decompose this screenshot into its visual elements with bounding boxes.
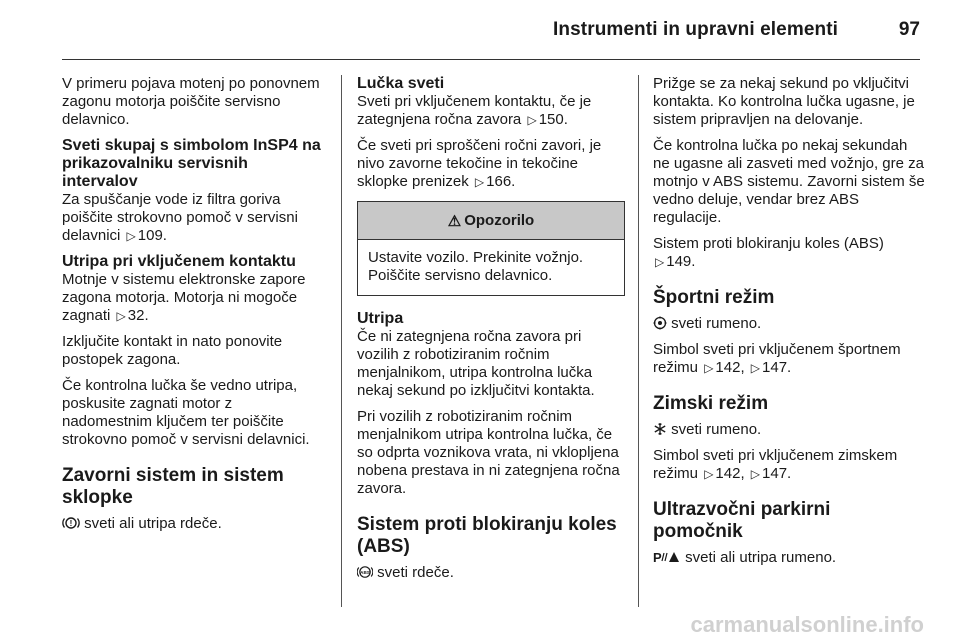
text: Če sveti pri sproščeni ročni zavori, je nivo zavorne tekočine in tekočine sklopke prenizek <box>357 137 602 190</box>
watermark: carmanualsonline.info <box>690 612 924 637</box>
page-ref[interactable]: 32. <box>127 307 149 324</box>
column-divider-1 <box>341 75 342 607</box>
warning-box <box>357 201 625 296</box>
paragraph-abs-1: Prižge se za nekaj sekund po vključitvi kontakta. Ko kontrolna lučka ugasne, je sistem pripravljen na delovanje. <box>653 75 915 128</box>
paragraph-restart: V primeru pojava motenj po ponovnem zagonu motorja poiščite servisno delavnico. <box>62 75 320 128</box>
text: Motnje v sistemu elektronske zapore zagona motorja. Motorja ni mogoče zagnati <box>62 271 306 324</box>
heading-park: Ultrazvočni parkirni pomočnik <box>653 499 831 542</box>
park-assist-icon <box>653 550 681 564</box>
heading-insp: Sveti skupaj s simbolom InSP4 na prikazovalniku servisnih intervalov <box>62 137 321 190</box>
page-ref-arrow-icon: ▷ <box>474 175 485 189</box>
text: Sistem proti blokiranju koles (ABS) <box>653 235 884 252</box>
column-2 <box>357 75 625 590</box>
page-ref-arrow-icon: ▷ <box>704 467 714 481</box>
paragraph-park <box>653 549 925 567</box>
page-header <box>0 0 960 60</box>
text: sveti ali utripa rdeče. <box>84 515 222 532</box>
paragraph-utripa-2: Pri vozilih z robotiziranim ročnim menjalnikom utripa kontrolna lučka, če so odprta voznikova vrata, ni vklopljena nobena prestava in ni zategnjena ročna zavora. <box>357 408 620 497</box>
paragraph-insp <box>62 191 326 245</box>
heading-lucka: Lučka sveti <box>357 75 445 92</box>
heading-blink: Utripa pri vključenem kontaktu <box>62 253 296 270</box>
sport-mode-icon <box>653 316 667 330</box>
text: sveti rumeno. <box>671 315 762 332</box>
page-ref[interactable]: 109. <box>137 227 167 244</box>
svg-text:P: P <box>653 550 662 564</box>
page-ref-arrow-icon: ▷ <box>126 229 136 243</box>
paragraph-blink-2: Izključite kontakt in nato ponovite postopek zagona. <box>62 333 283 368</box>
page-ref[interactable]: 147. <box>762 359 792 376</box>
text: sveti ali utripa rumeno. <box>685 549 837 566</box>
paragraph-sport <box>653 341 925 377</box>
page-ref[interactable]: 142, <box>715 465 745 482</box>
abs-icon <box>357 565 373 579</box>
header-divider <box>62 59 920 60</box>
paragraph-brake <box>62 515 326 533</box>
text: sveti rumeno. <box>671 421 762 438</box>
warning-header <box>358 202 624 240</box>
heading-brake: Zavorni sistem in sistem sklopke <box>62 465 284 508</box>
page-ref-arrow-icon: ▷ <box>704 361 714 375</box>
paragraph-abs-2: Če kontrolna lučka po nekaj sekundah ne ugasne ali zasveti med vožnjo, gre za motnjo v ABS sistemu. Zavorni sistem še vedno deluje, vendar brez ABS regulacije. <box>653 137 925 226</box>
paragraph-lucka <box>357 93 625 129</box>
brake-warning-icon <box>62 516 80 530</box>
warning-body: Ustavite vozilo. Prekinite vožnjo. Poiščite servisno delavnico. <box>368 249 584 284</box>
paragraph-winter <box>653 447 925 483</box>
paragraph-utripa-1: Če ni zategnjena ročna zavora pri vozilih z robotiziranim ročnim menjalnikom, utripa kontrolna lučka nekaj sekund po izključitvi kontakta. <box>357 328 595 399</box>
page-ref-arrow-icon: ▷ <box>750 467 761 481</box>
text: Za spuščanje vode iz filtra goriva poiščite strokovno pomoč v servisni delavnici <box>62 191 298 244</box>
text: Simbol sveti pri vključenem športnem režimu <box>653 341 901 376</box>
heading-abs: Sistem proti blokiranju koles (ABS) <box>357 514 617 557</box>
text: sveti rdeče. <box>377 564 454 581</box>
page-ref-arrow-icon: ▷ <box>116 309 126 323</box>
winter-mode-icon <box>653 422 667 436</box>
text: Sveti pri vključenem kontaktu, če je zategnjena ročna zavora <box>357 93 592 128</box>
paragraph-winter-icon <box>653 421 925 439</box>
heading-sport: Športni režim <box>653 287 775 308</box>
column-divider-2 <box>638 75 639 607</box>
text: Simbol sveti pri vključenem zimskem režimu <box>653 447 898 482</box>
svg-text:!: ! <box>69 519 73 528</box>
page-ref[interactable]: 147. <box>762 465 792 482</box>
paragraph-abs-3 <box>653 235 925 271</box>
page-number: 97 <box>898 19 920 40</box>
warning-title: Opozorilo <box>464 212 535 229</box>
page-ref-arrow-icon: ▷ <box>527 113 537 127</box>
paragraph-sport-icon <box>653 315 925 333</box>
page-ref[interactable]: 142, <box>715 359 745 376</box>
page-ref-arrow-icon: ▷ <box>750 361 761 375</box>
paragraph-blink <box>62 271 326 325</box>
svg-text:ABS: ABS <box>360 570 370 575</box>
paragraph-abs <box>357 564 625 582</box>
page-ref[interactable]: 150. <box>538 111 568 128</box>
column-1 <box>62 75 326 541</box>
header-title: Instrumenti in upravni elementi <box>553 19 838 40</box>
heading-utripa: Utripa <box>357 310 404 327</box>
page-ref[interactable]: 149. <box>666 253 696 270</box>
page-ref[interactable]: 166. <box>486 173 516 190</box>
paragraph-lucka-2 <box>357 137 625 191</box>
warning-triangle-icon: ⚠ <box>447 212 462 230</box>
column-3 <box>653 75 925 575</box>
page-ref-arrow-icon: ▷ <box>655 255 665 269</box>
paragraph-blink-3: Če kontrolna lučka še vedno utripa, poskusite zagnati motor z nadomestnim ključem ter poiščite strokovno pomoč v servisni delavnici. <box>62 377 310 448</box>
heading-winter: Zimski režim <box>653 393 769 414</box>
